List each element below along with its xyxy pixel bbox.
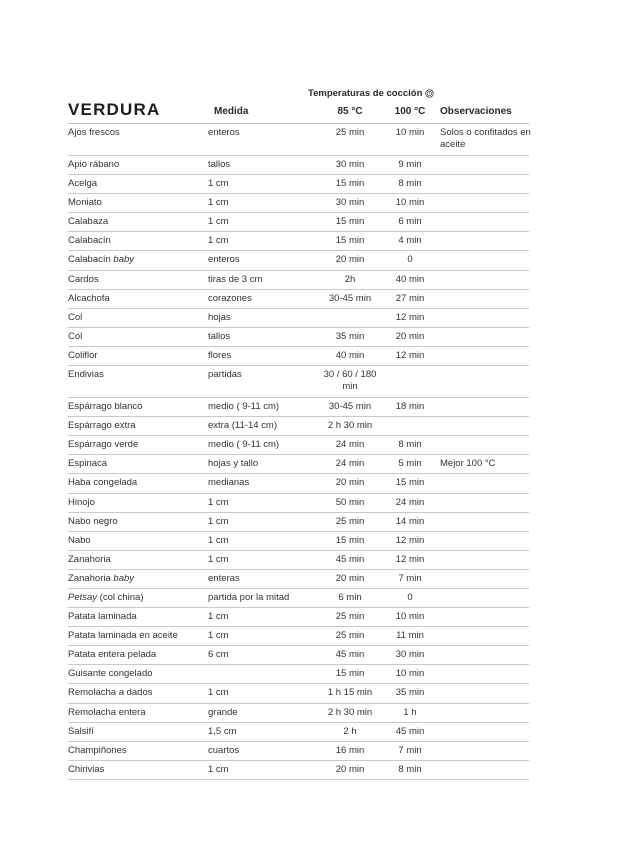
- cell-verdura: [68, 726, 206, 738]
- cell-100c: 10 min: [395, 668, 425, 680]
- cell-verdura-text: Patata laminada: [68, 611, 137, 623]
- cell-medida: 1 cm: [208, 553, 229, 565]
- cell-verdura: [68, 611, 206, 623]
- cell-medida: 1 cm: [208, 496, 229, 508]
- table-row: [68, 398, 529, 417]
- cell-verdura-italic: baby: [113, 254, 135, 266]
- cell-verdura: [68, 420, 206, 432]
- cell-verdura-text: Nabo negro: [68, 515, 118, 527]
- table-row: [68, 646, 529, 665]
- cell-verdura-text: Espárrago verde: [68, 439, 139, 451]
- cell-verdura: [68, 592, 206, 604]
- cell-100c: 10 min: [395, 197, 425, 209]
- cell-verdura: [68, 254, 206, 266]
- cell-85c: 30-45 min: [328, 292, 372, 304]
- table-row: [68, 570, 529, 589]
- cell-verdura: [68, 401, 206, 413]
- table-row: [68, 290, 529, 309]
- table-row: [68, 309, 529, 328]
- cell-100c: 9 min: [398, 159, 422, 170]
- cell-85c: 20 min: [335, 254, 365, 266]
- cell-medida: extra (11-14 cm): [208, 420, 277, 432]
- cell-verdura-text: Champiñones: [68, 744, 127, 756]
- cell-verdura-text: Col: [68, 330, 83, 342]
- table-row: [68, 704, 529, 723]
- cell-medida: tiras de 3 cm: [208, 273, 263, 285]
- cell-100c: 30 min: [395, 649, 425, 661]
- cell-100c: 0: [407, 591, 413, 603]
- table-row: [68, 761, 529, 780]
- cell-medida: 1 cm: [208, 630, 229, 642]
- cell-100c: 10 min: [395, 127, 425, 138]
- table-row: [68, 156, 529, 175]
- cell-observaciones: Solos o confitados en aceite: [440, 127, 531, 150]
- table-row: [68, 665, 529, 684]
- cell-85c: 6 min: [338, 591, 362, 603]
- group-title: Temperaturas de cocción: [308, 87, 423, 99]
- cell-verdura: [68, 312, 206, 324]
- cell-verdura-text: Salsifí: [68, 725, 94, 737]
- cell-verdura: [68, 668, 206, 680]
- cell-verdura: [68, 745, 206, 757]
- cell-100c: 8 min: [398, 178, 422, 190]
- cell-85c: 25 min: [335, 515, 365, 527]
- cell-85c: 30-45 min: [328, 401, 372, 413]
- cell-medida: cuartos: [208, 744, 240, 756]
- cell-verdura-text: Calabacín: [68, 254, 111, 266]
- cell-100c: 7 min: [398, 744, 422, 756]
- cell-verdura-text: Alcachofa: [68, 292, 110, 304]
- cell-100c: 0: [407, 254, 413, 266]
- cell-verdura-text: Zanahoria: [68, 553, 111, 565]
- cell-85c: 24 min: [335, 458, 365, 470]
- cell-medida: partidas: [208, 369, 242, 381]
- table-row: [68, 608, 529, 627]
- cell-100c: 14 min: [395, 515, 425, 527]
- cell-verdura-text: Calabacín: [68, 235, 111, 247]
- cell-verdura-rest: (col china): [97, 591, 144, 603]
- cell-verdura: [68, 235, 206, 247]
- table-row: [68, 532, 529, 551]
- cell-verdura: [68, 293, 206, 305]
- cell-medida: flores: [208, 349, 232, 361]
- cell-verdura: [68, 630, 206, 642]
- cell-100c: 27 min: [395, 292, 425, 304]
- cell-85c: 20 min: [335, 763, 365, 775]
- cell-100c: 12 min: [395, 534, 425, 546]
- cell-medida: 1 cm: [208, 216, 229, 228]
- cell-medida: 1,5 cm: [208, 725, 237, 737]
- cell-verdura-text: Espinaca: [68, 458, 108, 470]
- table-row: [68, 513, 529, 532]
- cell-85c: 25 min: [335, 611, 365, 623]
- cell-medida: 1 cm: [208, 687, 229, 699]
- cell-verdura-text: Apio rábano: [68, 159, 120, 170]
- cell-medida: corazones: [208, 292, 252, 304]
- cell-verdura-italic: Petsay: [68, 591, 98, 603]
- table-row: [68, 589, 529, 608]
- cell-85c: 2h: [344, 273, 356, 285]
- cell-verdura: [68, 649, 206, 661]
- cell-85c: 1 h 15 min: [327, 687, 373, 699]
- table-row: [68, 124, 529, 156]
- cell-85c: 20 min: [335, 572, 365, 584]
- cell-verdura-text: Patata laminada en aceite: [68, 630, 178, 642]
- cell-85c: 50 min: [335, 496, 365, 508]
- cell-medida: enteras: [208, 572, 240, 584]
- cell-verdura-text: Haba congelada: [68, 477, 138, 489]
- cell-verdura-text: Espárrago extra: [68, 420, 136, 432]
- cell-verdura-text: Espárrago blanco: [68, 401, 143, 413]
- cell-85c: 25 min: [335, 127, 365, 138]
- cell-verdura: [68, 497, 206, 509]
- cell-100c: 12 min: [395, 349, 425, 361]
- cell-verdura: [68, 573, 206, 585]
- cell-verdura-text: Calabaza: [68, 216, 109, 228]
- cell-medida: grande: [208, 706, 238, 718]
- table-row: [68, 417, 529, 436]
- table-row: [68, 455, 529, 474]
- cell-100c: 35 min: [395, 687, 425, 699]
- cell-100c: 11 min: [396, 630, 424, 642]
- cell-medida: 1 cm: [208, 178, 229, 190]
- cell-verdura: [68, 764, 206, 776]
- cell-medida: hojas: [208, 311, 231, 323]
- cell-medida: partida por la mitad: [208, 591, 290, 603]
- cell-verdura-text: Ajos frescos: [68, 127, 120, 138]
- cell-100c: 15 min: [395, 477, 425, 489]
- cell-verdura-text: Zanahoria: [68, 572, 111, 584]
- cell-verdura-text: Nabo: [68, 534, 91, 546]
- cell-85c: 40 min: [335, 349, 365, 361]
- cell-verdura-text: Remolacha a dados: [68, 687, 153, 699]
- cell-100c: 18 min: [395, 401, 425, 413]
- cell-verdura: [68, 274, 206, 286]
- cell-verdura-text: Patata entera pelada: [68, 649, 157, 661]
- cell-verdura: [68, 477, 206, 489]
- table-row: [68, 627, 529, 646]
- cell-medida: 1 cm: [208, 235, 229, 247]
- cell-100c: 10 min: [395, 611, 425, 623]
- cell-100c: 40 min: [395, 273, 425, 285]
- cell-100c: 24 min: [395, 496, 425, 508]
- cell-verdura: [68, 350, 206, 362]
- cell-85c: 30 / 60 / 180 min: [323, 369, 377, 393]
- cell-100c: 1 h: [403, 706, 417, 718]
- cell-verdura: [68, 687, 206, 699]
- cell-verdura-text: Moniato: [68, 197, 102, 209]
- cell-100c: 12 min: [395, 311, 425, 323]
- table-row: [68, 684, 529, 703]
- cell-85c: 30 min: [335, 197, 365, 209]
- cell-100c: 12 min: [395, 553, 425, 565]
- cell-medida: medianas: [208, 477, 250, 489]
- cell-verdura-italic: baby: [113, 572, 135, 584]
- table-row: [68, 494, 529, 513]
- table-row: [68, 251, 529, 270]
- table-row: [68, 232, 529, 251]
- cell-medida: 1 cm: [208, 534, 229, 546]
- cell-medida: tallos: [208, 159, 231, 170]
- cell-medida: 6 cm: [208, 649, 229, 661]
- cell-medida: hojas y tallo: [208, 458, 259, 470]
- column-header-85c: 85 °C: [337, 106, 363, 117]
- table-row: [68, 347, 529, 366]
- cell-verdura: [68, 439, 206, 451]
- cell-verdura: [68, 458, 206, 470]
- cell-medida: 1 cm: [208, 515, 229, 527]
- cell-medida: 1 cm: [208, 197, 229, 209]
- cell-100c: 4 min: [398, 235, 422, 247]
- cell-verdura-text: Coliflor: [68, 349, 98, 361]
- cell-verdura: [68, 178, 206, 190]
- cell-medida: 1 cm: [208, 611, 229, 623]
- cell-medida: medio ( 9-11 cm): [208, 401, 280, 413]
- cell-verdura-text: Chirivias: [68, 763, 105, 775]
- table-row: [68, 194, 529, 213]
- cell-verdura-text: Cardos: [68, 273, 99, 285]
- cell-85c: 30 min: [335, 159, 365, 170]
- cell-85c: 25 min: [335, 630, 365, 642]
- cell-100c: 6 min: [398, 216, 422, 228]
- cell-verdura: [68, 554, 206, 566]
- cell-85c: 15 min: [335, 216, 365, 228]
- cell-verdura-text: Endivias: [68, 369, 104, 381]
- cell-medida: 1 cm: [208, 763, 229, 775]
- table-row: [68, 175, 529, 194]
- cell-verdura-text: Guisante congelado: [68, 668, 153, 680]
- table-row: [68, 213, 529, 232]
- table-row: [68, 723, 529, 742]
- cell-verdura: [68, 516, 206, 528]
- table-row: [68, 271, 529, 290]
- table-row: [68, 436, 529, 455]
- column-header-100c: 100 °C: [394, 106, 426, 117]
- cell-medida: medio ( 9-11 cm): [208, 439, 280, 451]
- temperature-group-header: [308, 86, 434, 100]
- cell-100c: 5 min: [398, 458, 422, 470]
- cell-verdura: [68, 197, 206, 209]
- table-row: [68, 366, 529, 398]
- cell-medida: enteros: [208, 254, 240, 266]
- column-header-observaciones: Observaciones: [440, 106, 512, 117]
- cell-verdura: [68, 216, 206, 228]
- cell-85c: 15 min: [335, 534, 365, 546]
- cell-verdura: [68, 369, 206, 381]
- table-row: [68, 742, 529, 761]
- cell-100c: 7 min: [398, 572, 422, 584]
- cell-verdura: [68, 535, 206, 547]
- cell-verdura: [68, 127, 206, 139]
- cell-verdura-text: Acelga: [68, 178, 98, 190]
- cell-verdura: [68, 159, 206, 171]
- cell-85c: 45 min: [335, 649, 365, 661]
- cell-85c: 2 h 30 min: [327, 706, 373, 718]
- cell-verdura-text: Remolacha entera: [68, 706, 146, 718]
- table-row: [68, 474, 529, 493]
- table-row: [68, 328, 529, 347]
- timer-icon: [425, 89, 434, 98]
- cell-verdura: [68, 707, 206, 719]
- cell-100c: 8 min: [398, 439, 422, 451]
- cell-85c: 16 min: [335, 744, 365, 756]
- cell-observaciones: Mejor 100 °C: [440, 458, 496, 470]
- table-title: VERDURA: [68, 100, 161, 119]
- table-row: [68, 551, 529, 570]
- cell-85c: 15 min: [335, 668, 365, 680]
- cell-85c: 2 h 30 min: [327, 420, 373, 432]
- cell-85c: 15 min: [335, 235, 365, 247]
- cell-85c: 24 min: [335, 439, 365, 451]
- table-body: [68, 123, 529, 780]
- cell-85c: 45 min: [335, 553, 365, 565]
- cell-100c: 20 min: [395, 330, 425, 342]
- cell-100c: 8 min: [398, 763, 422, 775]
- cell-100c: 45 min: [395, 725, 425, 737]
- cell-verdura: [68, 331, 206, 343]
- cell-85c: 2 h: [343, 725, 357, 737]
- cell-medida: tallos: [208, 330, 231, 342]
- cell-verdura-text: Col: [68, 311, 83, 323]
- cell-medida: enteros: [208, 127, 240, 138]
- cell-85c: 35 min: [335, 330, 365, 342]
- cell-85c: 15 min: [335, 178, 365, 190]
- column-header-medida: Medida: [214, 106, 249, 117]
- cell-85c: 20 min: [335, 477, 365, 489]
- cell-verdura-text: Hinojo: [68, 496, 95, 508]
